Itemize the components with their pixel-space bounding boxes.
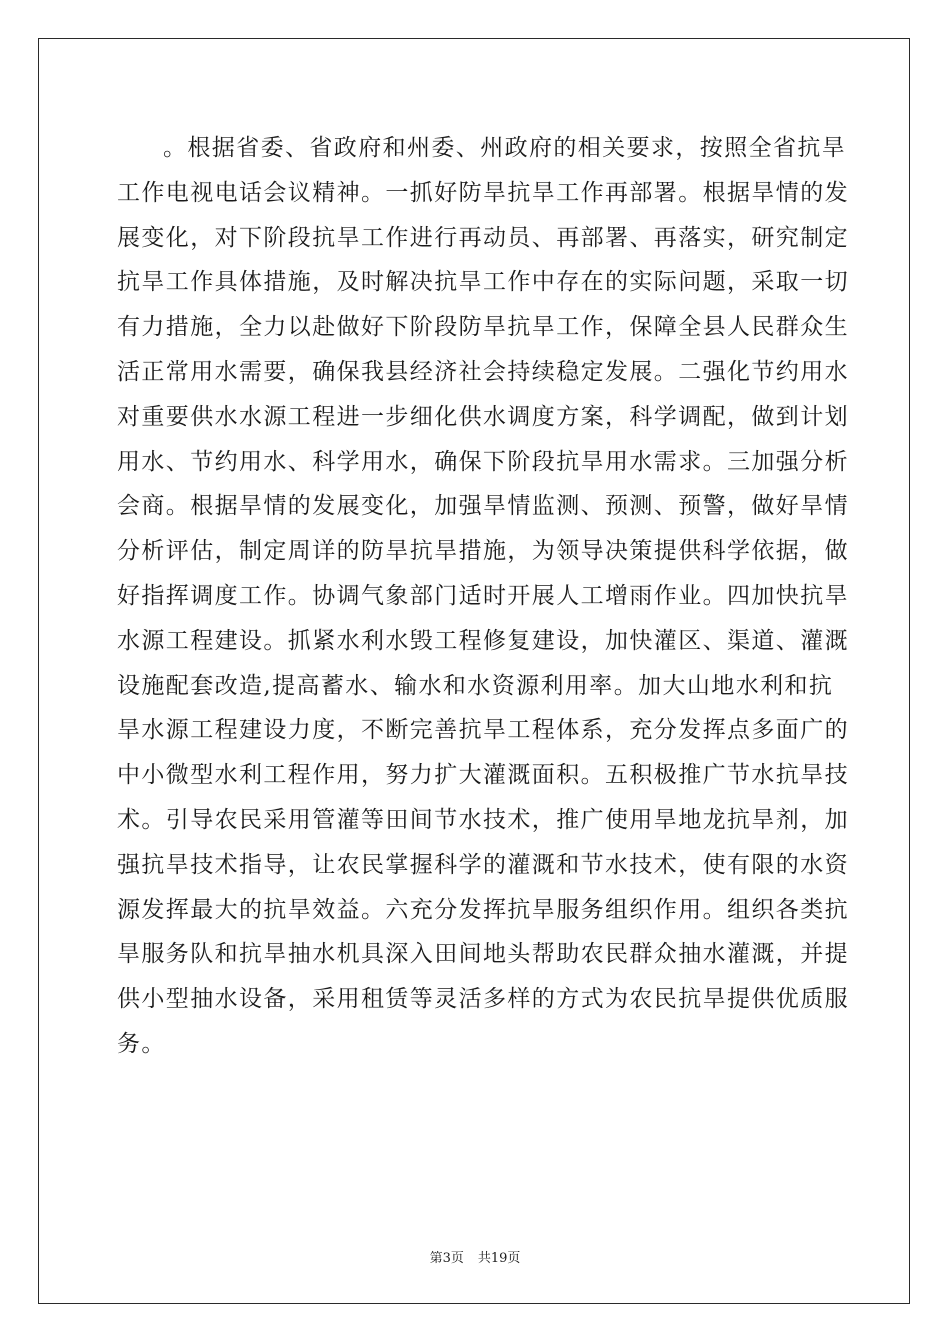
text-line: 务。 bbox=[117, 1030, 166, 1057]
text-line: 水源工程建设。抓紧水利水毁工程修复建设，加快灌区、渠道、灌溉 bbox=[117, 627, 849, 654]
text-line: 中小微型水利工程作用，努力扩大灌溉面积。五积极推广节水抗旱技 bbox=[117, 762, 849, 789]
text-line: 术。引导农民采用管灌等田间节水技术，推广使用旱地龙抗旱剂，加 bbox=[117, 806, 849, 833]
text-line: 工作电视电话会议精神。一抓好防旱抗旱工作再部署。根据旱情的发 bbox=[117, 179, 849, 206]
page-number-current: 第3页 bbox=[429, 1251, 464, 1266]
page-footer bbox=[0, 1247, 950, 1266]
text-line: 用水、节约用水、科学用水，确保下阶段抗旱用水需求。三加强分析 bbox=[117, 448, 849, 475]
text-line: 好指挥调度工作。协调气象部门适时开展人工增雨作业。四加快抗旱 bbox=[117, 582, 849, 609]
text-line: 旱服务队和抗旱抽水机具深入田间地头帮助农民群众抽水灌溉，并提 bbox=[117, 941, 849, 968]
text-line: 旱水源工程建设力度，不断完善抗旱工程体系，充分发挥点多面广的 bbox=[117, 717, 849, 744]
text-line: 对重要供水水源工程进一步细化供水调度方案，科学调配，做到计划 bbox=[117, 403, 849, 430]
text-line: 有力措施，全力以赴做好下阶段防旱抗旱工作，保障全县人民群众生 bbox=[117, 314, 849, 341]
body-paragraph bbox=[117, 126, 849, 1067]
text-line: 展变化，对下阶段抗旱工作进行再动员、再部署、再落实，研究制定 bbox=[117, 224, 849, 251]
text-line: 分析评估，制定周详的防旱抗旱措施，为领导决策提供科学依据，做 bbox=[117, 538, 849, 565]
text-line: 。根据省委、省政府和州委、州政府的相关要求，按照全省抗旱 bbox=[163, 135, 847, 161]
text-line: 设施配套改造,提高蓄水、输水和水资源利用率。加大山地水利和抗 bbox=[117, 672, 834, 699]
text-line: 源发挥最大的抗旱效益。六充分发挥抗旱服务组织作用。组织各类抗 bbox=[117, 896, 849, 923]
text-line: 会商。根据旱情的发展变化，加强旱情监测、预测、预警，做好旱情 bbox=[117, 493, 849, 520]
page-number-total: 共19页 bbox=[477, 1251, 521, 1266]
text-line: 强抗旱技术指导，让农民掌握科学的灌溉和节水技术，使有限的水资 bbox=[117, 851, 849, 878]
text-line: 抗旱工作具体措施，及时解决抗旱工作中存在的实际问题，采取一切 bbox=[117, 269, 849, 296]
text-line: 供小型抽水设备，采用租赁等灵活多样的方式为农民抗旱提供优质服 bbox=[117, 986, 849, 1013]
text-line: 活正常用水需要，确保我县经济社会持续稳定发展。二强化节约用水 bbox=[117, 358, 849, 385]
